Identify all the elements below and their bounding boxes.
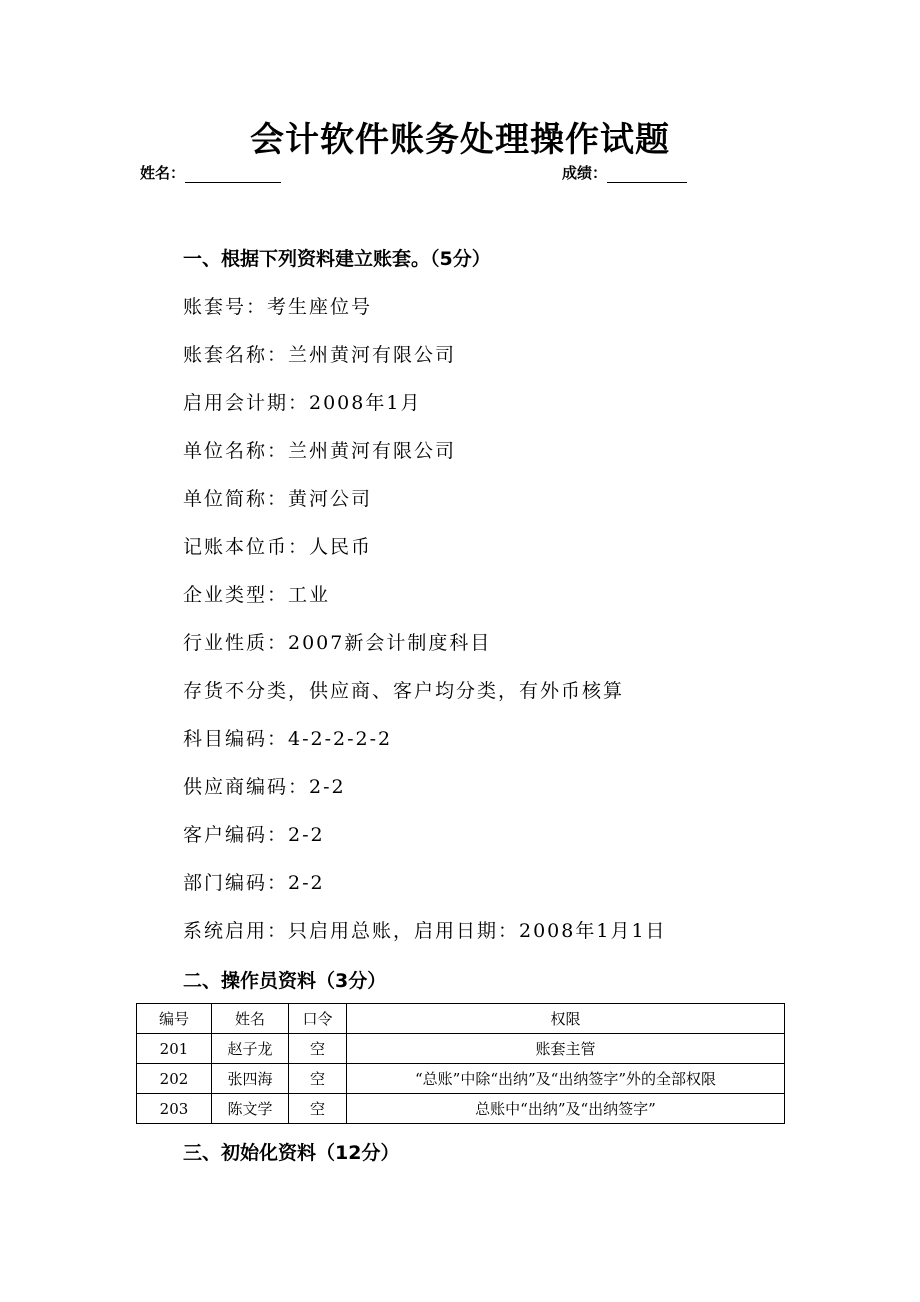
table-row	[137, 1034, 785, 1064]
name-blank	[185, 168, 281, 183]
score-blank	[607, 168, 687, 183]
table-cell: 201	[137, 1034, 212, 1064]
table-cell: 张四海	[212, 1064, 289, 1094]
table-cell: 总账中“出纳”及“出纳签字”	[347, 1094, 785, 1124]
customer-code-line: 客户编码：2-2	[183, 824, 325, 846]
section1-heading: 一、根据下列资料建立账套。（5分）	[183, 248, 491, 270]
header-cell: 口令	[289, 1004, 347, 1034]
section3-heading: 三、初始化资料（12分）	[183, 1142, 400, 1164]
start-period-line: 启用会计期：2008年1月	[183, 392, 422, 414]
supplier-code-line: 供应商编码：2-2	[183, 776, 346, 798]
table-cell: 空	[289, 1064, 347, 1094]
account-name-line: 账套名称：兰州黄河有限公司	[183, 344, 457, 366]
section2-heading: 二、操作员资料（3分）	[183, 970, 387, 992]
table-cell: 空	[289, 1094, 347, 1124]
industry-line: 行业性质：2007新会计制度科目	[183, 632, 492, 654]
department-code-line: 部门编码：2-2	[183, 872, 325, 894]
name-field	[140, 162, 281, 183]
document-title: 会计软件账务处理操作试题	[250, 120, 670, 160]
score-label: 成绩：	[562, 164, 608, 182]
header-cell: 编号	[137, 1004, 212, 1034]
header-cell: 姓名	[212, 1004, 289, 1034]
base-currency-line: 记账本位币：人民币	[183, 536, 373, 558]
table-cell: 202	[137, 1064, 212, 1094]
company-name-line: 单位名称：兰州黄河有限公司	[183, 440, 457, 462]
account-no-line: 账套号：考生座位号	[183, 296, 373, 318]
score-field	[562, 162, 687, 183]
classification-line: 存货不分类，供应商、客户均分类，有外币核算	[183, 680, 625, 702]
operator-table	[136, 1003, 785, 1124]
table-cell: 赵子龙	[212, 1034, 289, 1064]
enterprise-type-line: 企业类型：工业	[183, 584, 331, 606]
table-cell: “总账”中除“出纳”及“出纳签字”外的全部权限	[347, 1064, 785, 1094]
system-enable-line: 系统启用：只启用总账，启用日期：2008年1月1日	[183, 920, 667, 942]
subject-code-line: 科目编码：4-2-2-2-2	[183, 728, 393, 750]
header-cell: 权限	[347, 1004, 785, 1034]
table-row	[137, 1064, 785, 1094]
table-cell: 陈文学	[212, 1094, 289, 1124]
table-row	[137, 1094, 785, 1124]
table-cell: 账套主管	[347, 1034, 785, 1064]
name-label: 姓名：	[140, 164, 186, 182]
company-short-name-line: 单位简称：黄河公司	[183, 488, 373, 510]
table-cell: 203	[137, 1094, 212, 1124]
table-header-row	[137, 1004, 785, 1034]
table-cell: 空	[289, 1034, 347, 1064]
